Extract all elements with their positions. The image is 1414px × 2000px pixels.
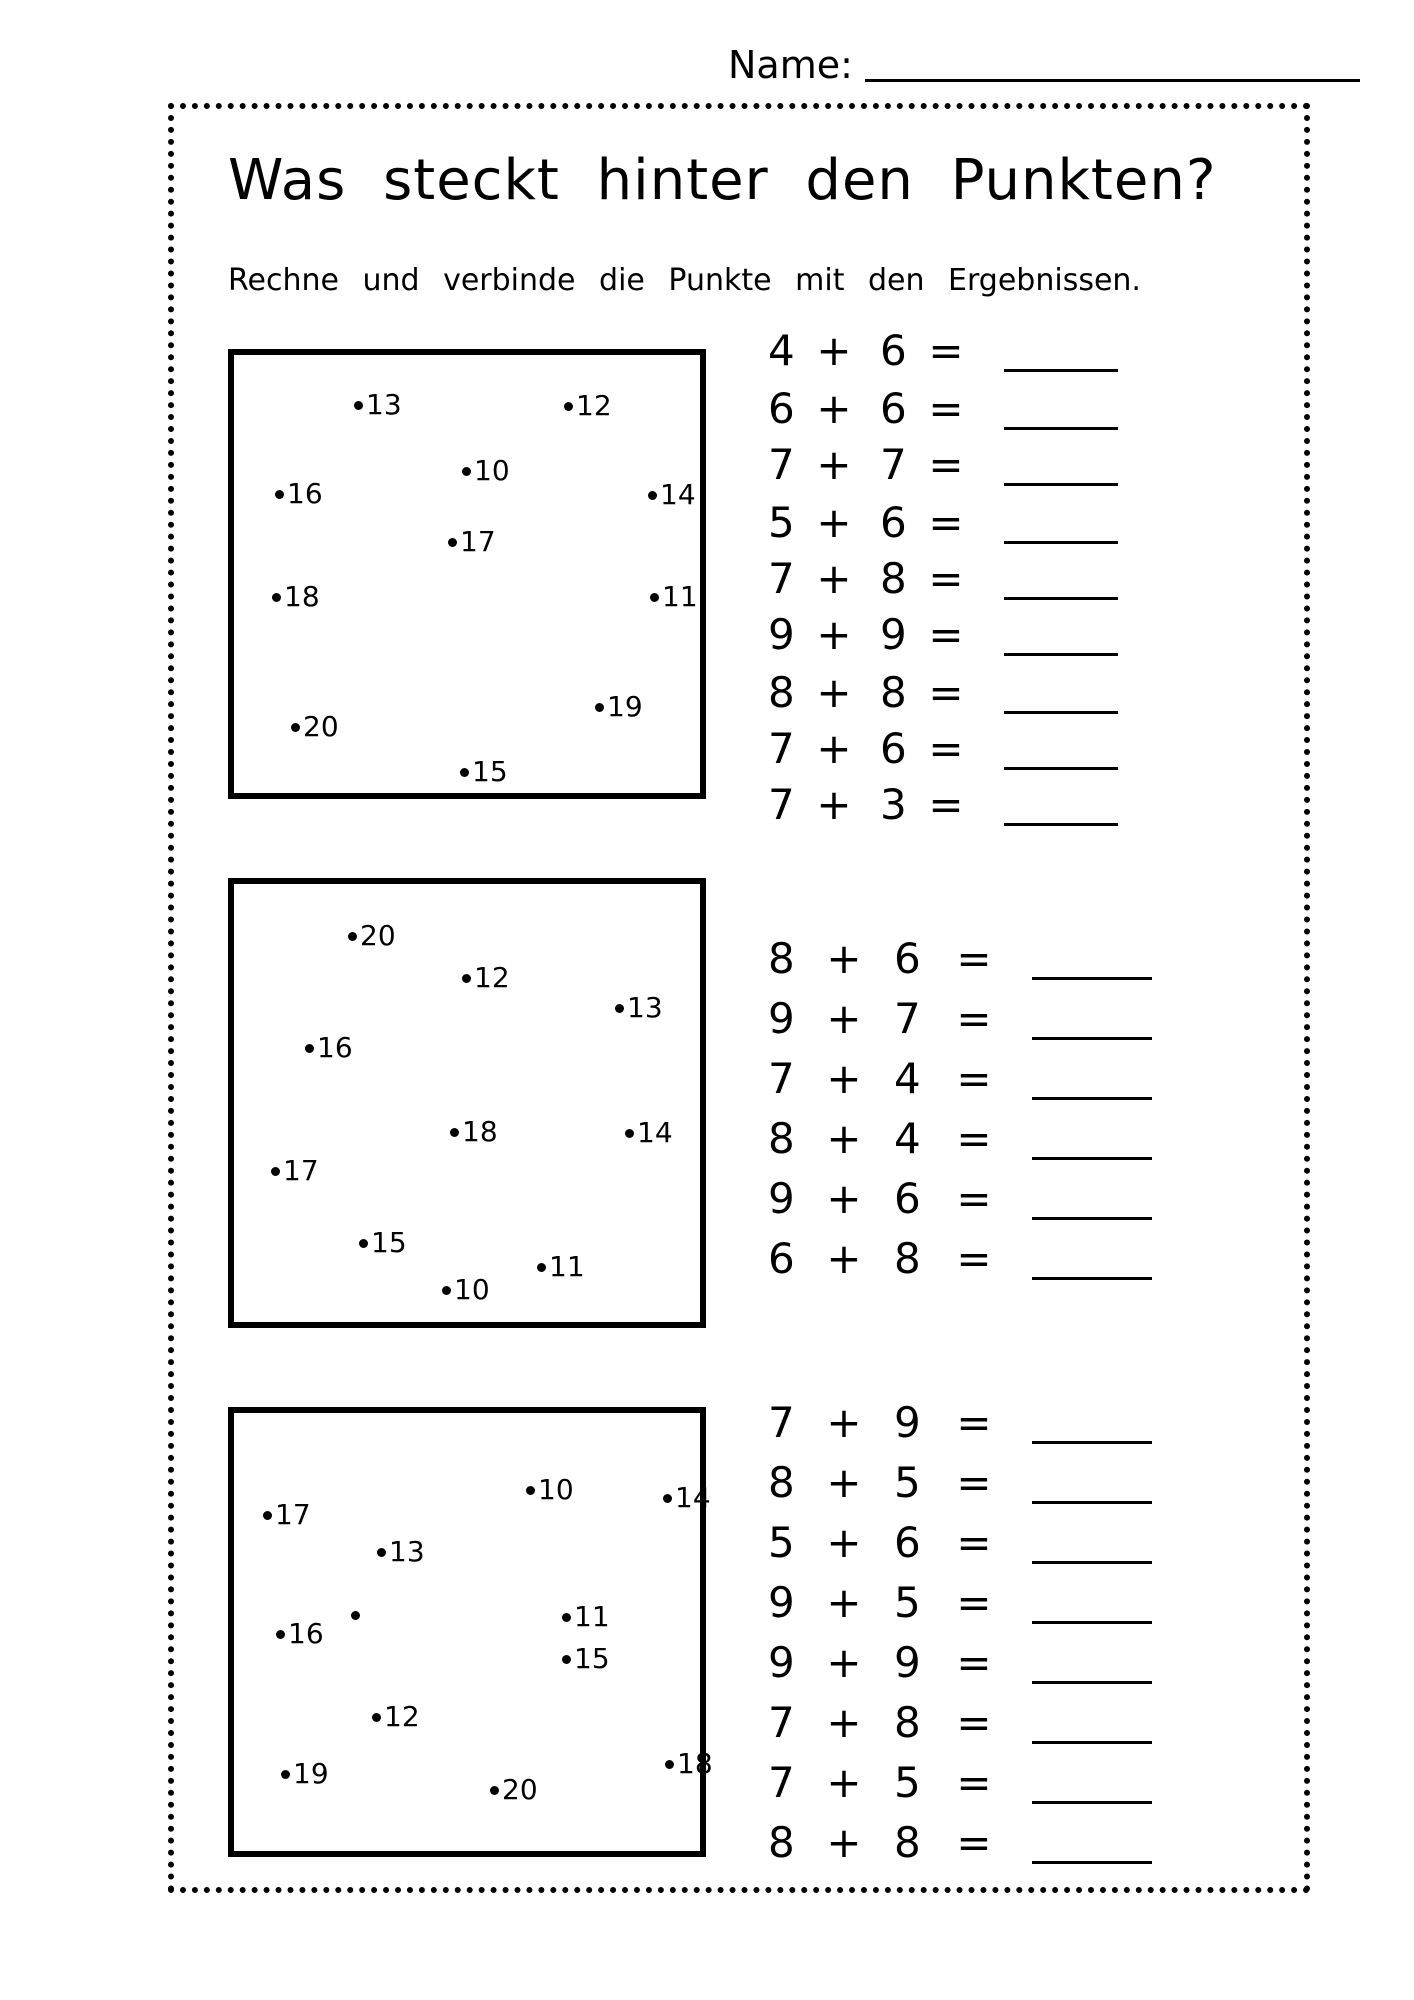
equation-row: 6 + 8 =: [768, 1238, 1152, 1280]
dot-box-2: [228, 878, 706, 1328]
dot-point[interactable]: 20: [291, 713, 339, 741]
equation-row: 9 + 6 =: [768, 1178, 1152, 1220]
dot-point[interactable]: 20: [490, 1776, 538, 1804]
answer-blank[interactable]: [1032, 1561, 1152, 1564]
equation-row: 8 + 4 =: [768, 1118, 1152, 1160]
dot-point[interactable]: 17: [448, 528, 496, 556]
dot-point[interactable]: 12: [372, 1703, 420, 1731]
dot-point[interactable]: 16: [276, 1620, 324, 1648]
equation-row: 7 + 3 =: [768, 784, 1118, 826]
dot-point[interactable]: 11: [537, 1253, 585, 1281]
dot-point[interactable]: 18: [450, 1118, 498, 1146]
equation-row: 5 + 6 =: [768, 1522, 1152, 1564]
answer-blank[interactable]: [1032, 1621, 1152, 1624]
dot-point[interactable]: 13: [377, 1538, 425, 1566]
answer-blank[interactable]: [1032, 1097, 1152, 1100]
answer-blank[interactable]: [1032, 1861, 1152, 1864]
dot-point[interactable]: 16: [275, 480, 323, 508]
worksheet-instruction: Rechne und verbinde die Punkte mit den Ergebnissen.: [228, 263, 1141, 298]
dot-point[interactable]: 14: [625, 1119, 673, 1147]
equation-row: 7 + 8 =: [768, 558, 1118, 600]
answer-blank[interactable]: [1004, 427, 1118, 430]
dot-point[interactable]: 17: [271, 1157, 319, 1185]
equation-row: 8 + 6 =: [768, 938, 1152, 980]
answer-blank[interactable]: [1032, 1741, 1152, 1744]
equation-row: 8 + 8 =: [768, 672, 1118, 714]
name-input-line[interactable]: [865, 79, 1360, 82]
dot-box-3: [228, 1407, 713, 1857]
dot-point[interactable]: 17: [263, 1501, 311, 1529]
dot-point[interactable]: 13: [615, 994, 663, 1022]
answer-blank[interactable]: [1032, 1501, 1152, 1504]
dot-point[interactable]: 12: [564, 392, 612, 420]
dot-point[interactable]: 15: [460, 758, 508, 786]
dot-point[interactable]: 11: [562, 1603, 610, 1631]
dot-point[interactable]: 12: [462, 964, 510, 992]
dot-point[interactable]: 10: [526, 1476, 574, 1504]
equation-row: 7 + 5 =: [768, 1762, 1152, 1804]
worksheet-title: Was steckt hinter den Punkten?: [228, 148, 1217, 213]
dot-point[interactable]: 13: [354, 391, 402, 419]
equation-row: 6 + 6 =: [768, 388, 1118, 430]
equation-row: 8 + 5 =: [768, 1462, 1152, 1504]
equation-row: 9 + 7 =: [768, 998, 1152, 1040]
equation-row: 4 + 6 =: [768, 330, 1118, 372]
dot-point[interactable]: 19: [595, 693, 643, 721]
equation-row: 7 + 9 =: [768, 1402, 1152, 1444]
answer-blank[interactable]: [1032, 1681, 1152, 1684]
answer-blank[interactable]: [1032, 1277, 1152, 1280]
equation-row: 5 + 6 =: [768, 502, 1118, 544]
answer-blank[interactable]: [1032, 1441, 1152, 1444]
equation-row: 7 + 4 =: [768, 1058, 1152, 1100]
equation-row: 9 + 5 =: [768, 1582, 1152, 1624]
name-field: [728, 34, 1360, 87]
answer-blank[interactable]: [1032, 1801, 1152, 1804]
equation-row: 8 + 8 =: [768, 1822, 1152, 1864]
dot-point[interactable]: [351, 1611, 363, 1620]
dot-point[interactable]: 10: [462, 457, 510, 485]
dot-point[interactable]: 15: [359, 1229, 407, 1257]
dot-point[interactable]: 14: [648, 481, 696, 509]
answer-blank[interactable]: [1004, 541, 1118, 544]
dot-point[interactable]: 15: [562, 1645, 610, 1673]
equation-row: 7 + 7 =: [768, 444, 1118, 486]
answer-blank[interactable]: [1004, 823, 1118, 826]
answer-blank[interactable]: [1004, 369, 1118, 372]
dot-point[interactable]: 18: [272, 583, 320, 611]
dot-point[interactable]: 11: [650, 583, 698, 611]
equation-row: 9 + 9 =: [768, 614, 1118, 656]
equation-row: 7 + 8 =: [768, 1702, 1152, 1744]
dot-point[interactable]: 20: [348, 922, 396, 950]
dot-box-1: [228, 349, 706, 799]
answer-blank[interactable]: [1032, 1157, 1152, 1160]
dot-point[interactable]: 16: [305, 1034, 353, 1062]
answer-blank[interactable]: [1004, 711, 1118, 714]
answer-blank[interactable]: [1004, 597, 1118, 600]
name-label: Name:: [728, 43, 853, 87]
dot-point[interactable]: 10: [442, 1276, 490, 1304]
dot-point[interactable]: 18: [665, 1750, 713, 1778]
dot-point[interactable]: 14: [663, 1484, 711, 1512]
equation-row: 9 + 9 =: [768, 1642, 1152, 1684]
answer-blank[interactable]: [1032, 1217, 1152, 1220]
answer-blank[interactable]: [1004, 653, 1118, 656]
answer-blank[interactable]: [1004, 483, 1118, 486]
dot-point[interactable]: 19: [281, 1760, 329, 1788]
equation-row: 7 + 6 =: [768, 728, 1118, 770]
answer-blank[interactable]: [1032, 1037, 1152, 1040]
answer-blank[interactable]: [1004, 767, 1118, 770]
answer-blank[interactable]: [1032, 977, 1152, 980]
